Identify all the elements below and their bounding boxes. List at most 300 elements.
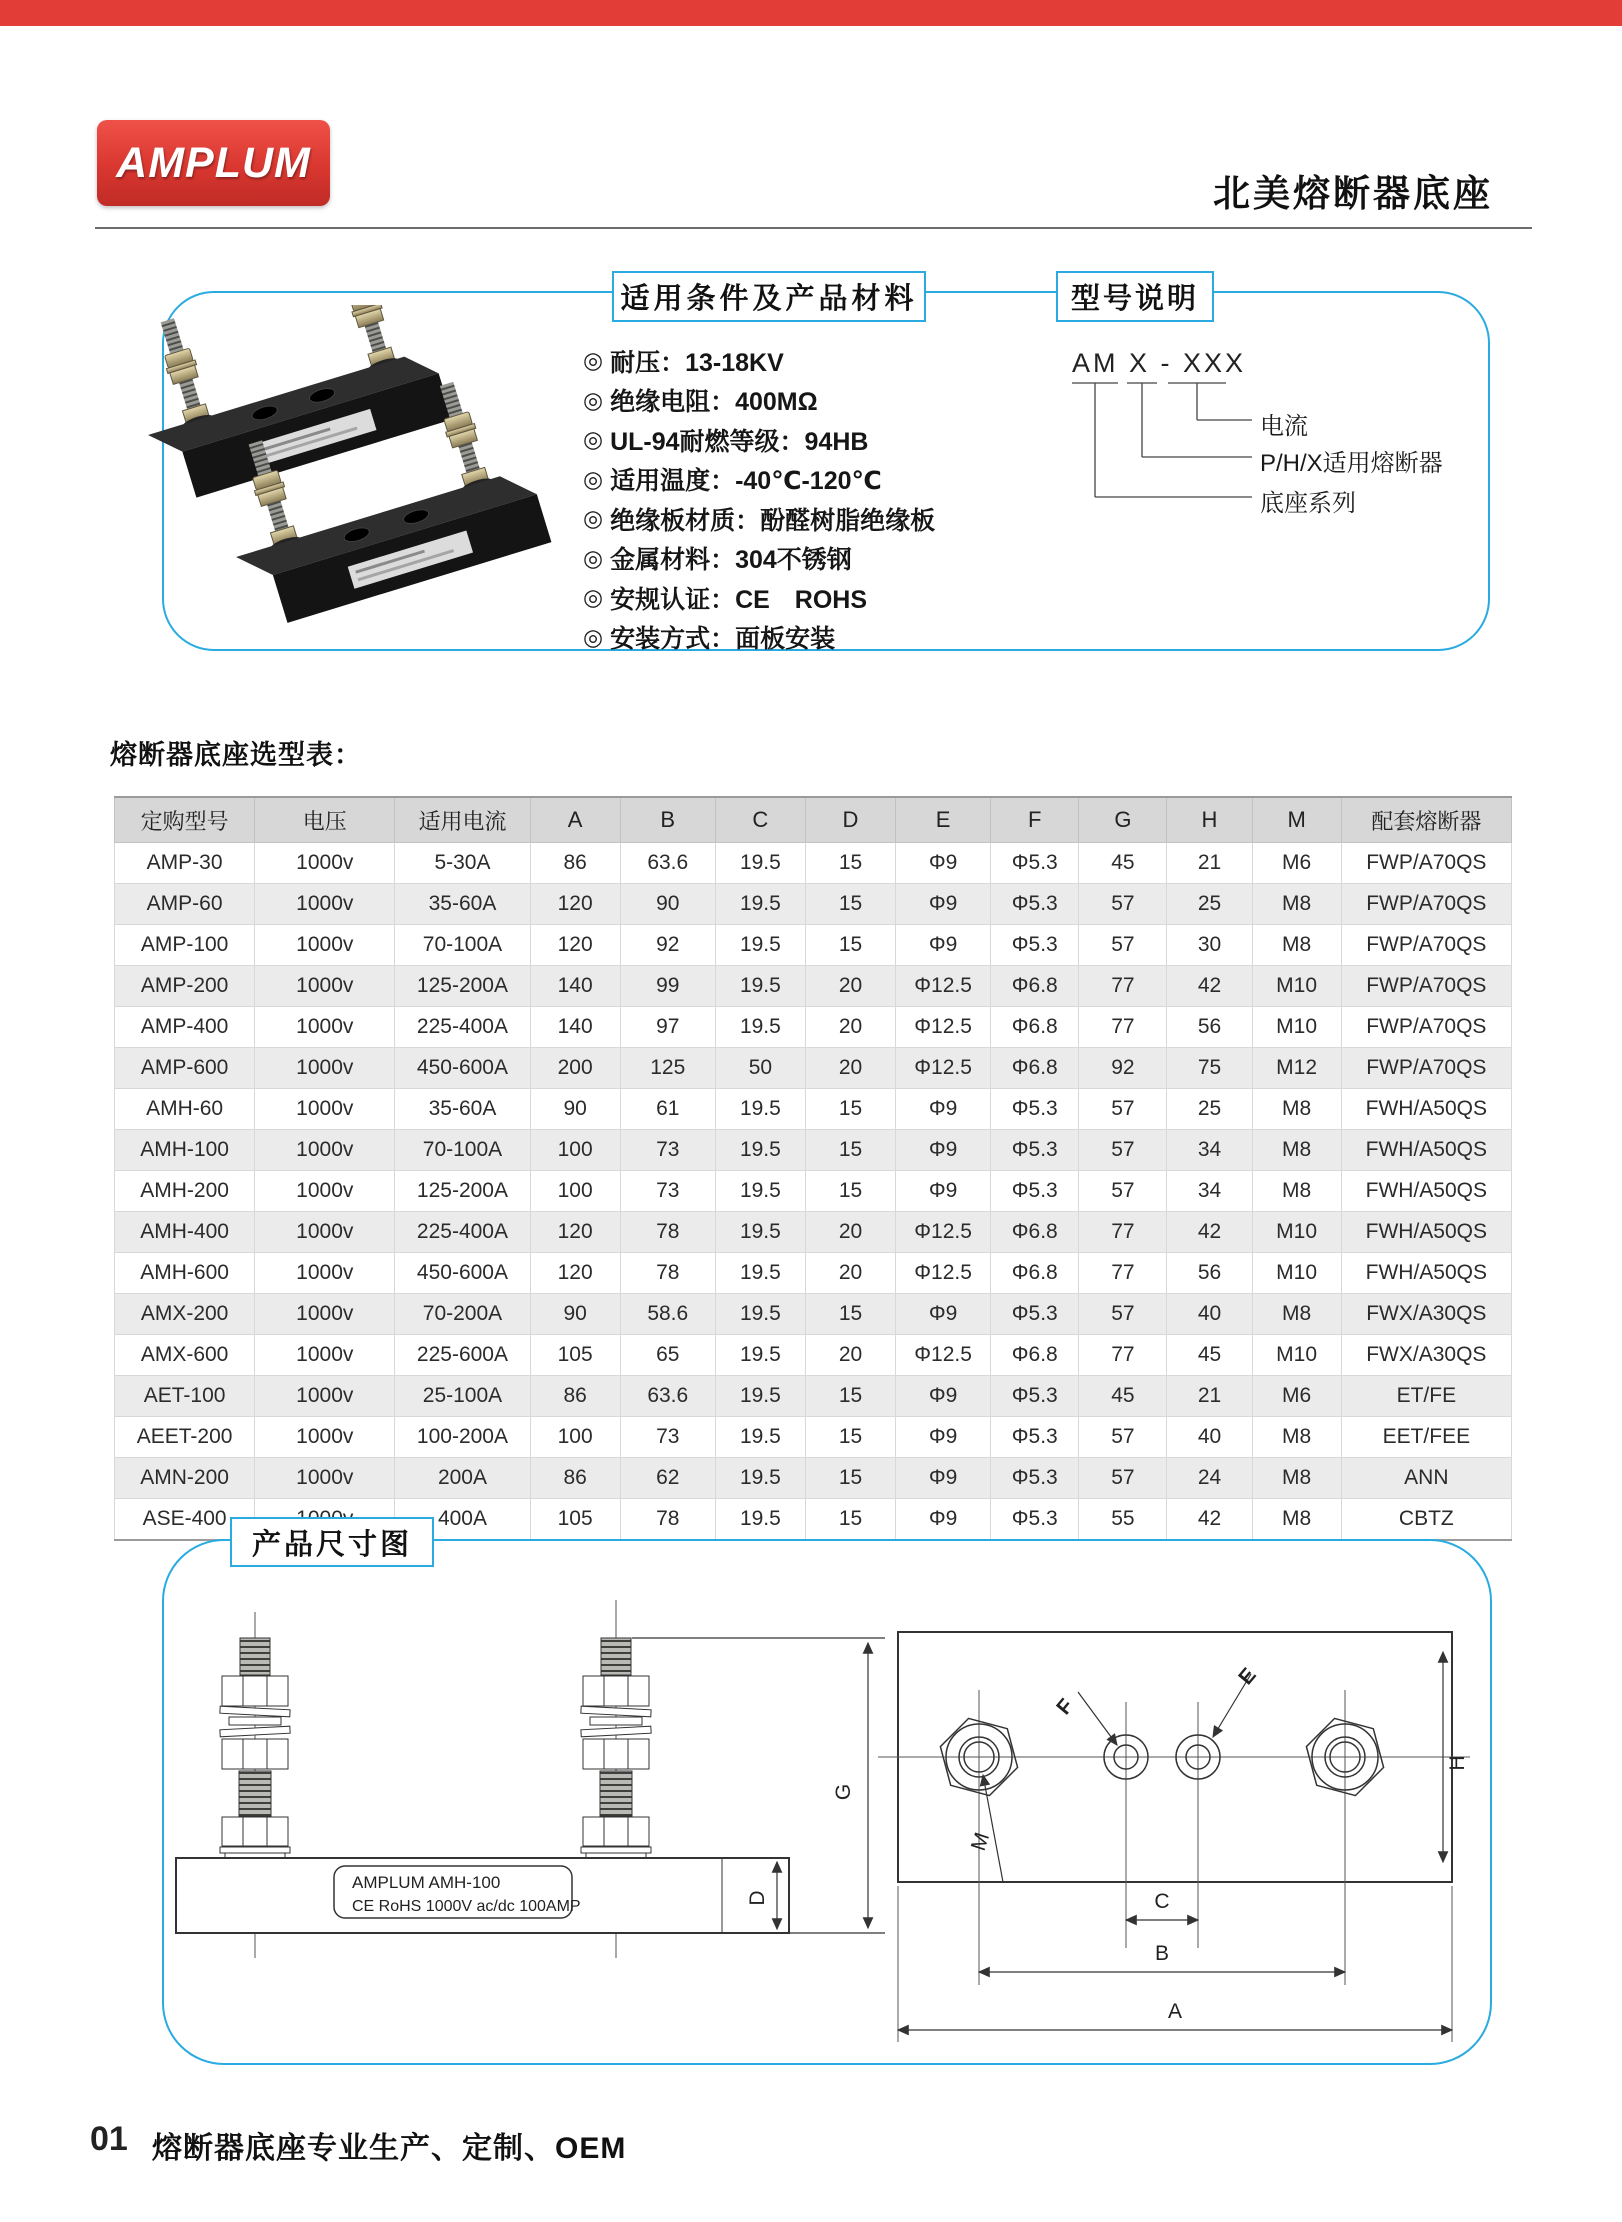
table-cell: AMH-60 [115,1089,255,1130]
table-cell: 57 [1079,884,1167,925]
table-cell: Φ5.3 [991,1089,1079,1130]
table-cell: 225-400A [395,1007,530,1048]
table-cell: 15 [805,925,895,966]
footer-text: 熔断器底座专业生产、定制、OEM [152,2132,627,2165]
table-cell: Φ5.3 [991,1130,1079,1171]
table-header-cell: M [1252,797,1341,843]
table-cell: 65 [620,1335,715,1376]
table-cell: FWP/A70QS [1341,925,1511,966]
table-cell: 19.5 [715,1171,805,1212]
table-cell: ANN [1341,1458,1511,1499]
table-cell: 1000v [255,1089,395,1130]
dim-label-h: H [1446,1755,1469,1771]
table-row [115,1458,1512,1499]
table-cell: Φ12.5 [896,1212,991,1253]
table-cell: 19.5 [715,884,805,925]
table-cell: 77 [1079,1212,1167,1253]
table-header-cell: 定购型号 [115,797,255,843]
table-cell: FWH/A50QS [1341,1089,1511,1130]
table-cell: Φ9 [896,925,991,966]
table-cell: 15 [805,1458,895,1499]
spec-text: 绝缘板材质：酚醛树脂绝缘板 [610,506,936,535]
table-cell: Φ6.8 [991,1048,1079,1089]
table-row [115,1171,1512,1212]
table-header-cell: D [805,797,895,843]
table-cell: FWH/A50QS [1341,1130,1511,1171]
table-cell: Φ9 [896,1089,991,1130]
table-cell: 56 [1167,1253,1252,1294]
table-cell: Φ5.3 [991,1499,1079,1541]
table-cell: 34 [1167,1171,1252,1212]
table-cell: M8 [1252,1458,1341,1499]
table-cell: EET/FEE [1341,1417,1511,1458]
table-cell: 15 [805,1130,895,1171]
table-cell: 42 [1167,966,1252,1007]
table-cell: 19.5 [715,925,805,966]
selection-table-caption: 熔断器底座选型表： [110,740,362,770]
dim-label-m: M [966,1829,995,1854]
stud-right [581,1638,651,1858]
product-photos-illustration [118,305,588,655]
table-cell: FWH/A50QS [1341,1171,1511,1212]
table-cell: 15 [805,1089,895,1130]
table-header-cell: F [991,797,1079,843]
table-cell: 45 [1079,843,1167,884]
table-cell: 57 [1079,1171,1167,1212]
model-title: 型号说明 [1070,283,1199,315]
table-cell: AMH-600 [115,1253,255,1294]
table-cell: Φ5.3 [991,1417,1079,1458]
table-cell: 400A [395,1499,530,1541]
table-cell: 1000v [255,925,395,966]
table-cell: M8 [1252,1294,1341,1335]
table-cell: 100 [530,1130,620,1171]
table-cell: 21 [1167,843,1252,884]
table-cell: 20 [805,1007,895,1048]
table-cell: 57 [1079,1130,1167,1171]
table-row [115,1048,1512,1089]
table-cell: 70-100A [395,1130,530,1171]
table-header-cell: 电压 [255,797,395,843]
table-cell: 1000v [255,1130,395,1171]
table-cell: 200A [395,1458,530,1499]
product-label-line1: AMPLUM AMH-100 [352,1873,501,1892]
dim-label-f: F [1052,1694,1079,1720]
table-cell: 105 [530,1335,620,1376]
table-cell: 97 [620,1007,715,1048]
table-cell: 225-600A [395,1335,530,1376]
table-cell: 70-200A [395,1294,530,1335]
table-cell: AMH-200 [115,1171,255,1212]
table-cell: 15 [805,884,895,925]
table-cell: M10 [1252,1335,1341,1376]
table-cell: 73 [620,1130,715,1171]
table-cell: 90 [530,1294,620,1335]
table-cell: 1000v [255,1007,395,1048]
table-cell: 35-60A [395,884,530,925]
table-cell: 20 [805,1253,895,1294]
table-cell: 73 [620,1417,715,1458]
side-view-drawing [160,1595,900,2045]
table-cell: 1000v [255,1253,395,1294]
table-cell: AMX-600 [115,1335,255,1376]
table-header-cell: C [715,797,805,843]
table-cell: M8 [1252,1171,1341,1212]
table-cell: Φ5.3 [991,884,1079,925]
table-row [115,925,1512,966]
table-cell: 40 [1167,1417,1252,1458]
table-cell: 125-200A [395,1171,530,1212]
table-cell: 120 [530,1253,620,1294]
table-cell: 19.5 [715,1458,805,1499]
table-cell: 19.5 [715,966,805,1007]
table-cell: 1000v [255,884,395,925]
table-cell: 19.5 [715,1130,805,1171]
table-cell: 99 [620,966,715,1007]
table-cell: 35-60A [395,1089,530,1130]
dimension-title: 产品尺寸图 [251,1528,412,1561]
table-cell: 125 [620,1048,715,1089]
dim-label-g: G [832,1783,855,1801]
model-code: AM X - XXX [1072,348,1247,378]
model-label-current: 电流 [1260,413,1308,440]
table-cell: 125-200A [395,966,530,1007]
table-cell: 120 [530,925,620,966]
table-cell: 78 [620,1499,715,1541]
table-cell: Φ9 [896,884,991,925]
table-cell: Φ5.3 [991,1171,1079,1212]
table-row [115,1294,1512,1335]
table-cell: 57 [1079,1458,1167,1499]
spec-text: 安装方式：面板安装 [610,625,836,654]
spec-item [583,460,1103,500]
table-cell: M8 [1252,1499,1341,1541]
table-cell: 73 [620,1171,715,1212]
table-cell: Φ6.8 [991,1335,1079,1376]
table-cell: 1000v [255,843,395,884]
table-cell: M6 [1252,1376,1341,1417]
table-cell: M8 [1252,884,1341,925]
table-cell: 92 [1079,1048,1167,1089]
table-cell: 1000v [255,1212,395,1253]
table-cell: Φ5.3 [991,1458,1079,1499]
table-cell: 20 [805,966,895,1007]
table-row [115,1376,1512,1417]
table-cell: ET/FE [1341,1376,1511,1417]
table-cell: 100 [530,1417,620,1458]
table-cell: FWH/A50QS [1341,1253,1511,1294]
table-cell: M10 [1252,1253,1341,1294]
table-cell: M8 [1252,1089,1341,1130]
table-cell: 120 [530,1212,620,1253]
table-cell: 77 [1079,1253,1167,1294]
table-cell: FWX/A30QS [1341,1335,1511,1376]
table-cell: AMN-200 [115,1458,255,1499]
table-row [115,966,1512,1007]
table-cell: 42 [1167,1499,1252,1541]
bullet-icon: ◎ [583,426,604,453]
table-cell: Φ5.3 [991,843,1079,884]
table-cell: FWP/A70QS [1341,1007,1511,1048]
table-cell: 57 [1079,1417,1167,1458]
table-cell: M6 [1252,843,1341,884]
brand-logo-text: AMPLUM [116,138,311,187]
table-cell: 77 [1079,1007,1167,1048]
top-view-drawing [878,1600,1490,2060]
table-cell: 1000v [255,1171,395,1212]
table-cell: 450-600A [395,1253,530,1294]
table-cell: 86 [530,1458,620,1499]
table-cell: AET-100 [115,1376,255,1417]
table-cell: 25-100A [395,1376,530,1417]
spec-item [583,618,1103,658]
spec-item [583,381,1103,421]
table-cell: 77 [1079,1335,1167,1376]
spec-item [583,539,1103,579]
table-row [115,1417,1512,1458]
spec-item [583,499,1103,539]
table-cell: 15 [805,1294,895,1335]
table-cell: 57 [1079,1294,1167,1335]
table-cell: M8 [1252,925,1341,966]
spec-item [583,578,1103,618]
table-cell: 90 [620,884,715,925]
table-cell: 19.5 [715,1089,805,1130]
bullet-icon: ◎ [583,623,604,650]
header-divider [95,227,1532,229]
table-cell: AMX-200 [115,1294,255,1335]
table-cell: 200 [530,1048,620,1089]
table-cell: AMP-60 [115,884,255,925]
spec-text: 金属材料：304不锈钢 [610,546,852,575]
table-cell: 57 [1079,1089,1167,1130]
dim-label-c: C [1154,1890,1170,1913]
model-title-box [1056,271,1214,322]
table-cell: 45 [1079,1376,1167,1417]
table-row [115,884,1512,925]
model-label-fuse-type: P/H/X适用熔断器 [1260,450,1443,477]
table-cell: 63.6 [620,843,715,884]
table-cell: 15 [805,1499,895,1541]
table-row [115,843,1512,884]
table-cell: AMH-400 [115,1212,255,1253]
table-cell: 86 [530,1376,620,1417]
table-cell: FWP/A70QS [1341,843,1511,884]
spec-item [583,341,1103,381]
table-cell: Φ6.8 [991,1253,1079,1294]
table-cell: 19.5 [715,843,805,884]
table-header-cell: 适用电流 [395,797,530,843]
spec-text: 绝缘电阻：400MΩ [610,388,818,417]
table-cell: 225-400A [395,1212,530,1253]
table-cell: 77 [1079,966,1167,1007]
top-red-bar [0,0,1622,26]
table-cell: FWP/A70QS [1341,966,1511,1007]
table-cell: 90 [530,1089,620,1130]
table-cell: AMP-100 [115,925,255,966]
table-cell: FWP/A70QS [1341,884,1511,925]
spec-text: UL-94耐燃等级：94HB [610,427,869,456]
table-cell: 19.5 [715,1376,805,1417]
table-cell: ASE-400 [115,1499,255,1541]
table-cell: M8 [1252,1130,1341,1171]
table-cell: 61 [620,1089,715,1130]
table-cell: Φ12.5 [896,1007,991,1048]
table-row [115,1130,1512,1171]
table-cell: 15 [805,1171,895,1212]
table-cell: AMP-400 [115,1007,255,1048]
table-cell: Φ12.5 [896,966,991,1007]
table-cell: AEET-200 [115,1417,255,1458]
table-cell: 63.6 [620,1376,715,1417]
table-header-row [115,797,1512,843]
table-cell: Φ5.3 [991,1376,1079,1417]
table-cell: 75 [1167,1048,1252,1089]
table-cell: AMP-600 [115,1048,255,1089]
table-cell: Φ9 [896,1417,991,1458]
table-cell: 1000v [255,966,395,1007]
brand-logo [97,120,330,206]
bullet-icon: ◎ [583,544,604,571]
table-header-cell: 配套熔断器 [1341,797,1511,843]
table-cell: 55 [1079,1499,1167,1541]
table-cell: 140 [530,1007,620,1048]
table-cell: 30 [1167,925,1252,966]
bullet-icon: ◎ [583,347,604,374]
table-row [115,1007,1512,1048]
table-header-cell: A [530,797,620,843]
table-cell: M10 [1252,1007,1341,1048]
table-cell: 1000v [255,1417,395,1458]
bullet-icon: ◎ [583,505,604,532]
table-header-cell: E [896,797,991,843]
spec-item [583,420,1103,460]
table-cell: M10 [1252,966,1341,1007]
table-cell: 42 [1167,1212,1252,1253]
table-cell: 19.5 [715,1417,805,1458]
dim-label-d: D [746,1890,769,1906]
table-cell: 140 [530,966,620,1007]
table-cell: 25 [1167,884,1252,925]
table-cell: 70-100A [395,925,530,966]
table-cell: 57 [1079,925,1167,966]
table-cell: FWP/A70QS [1341,1048,1511,1089]
table-cell: 1000v [255,1294,395,1335]
table-cell: 78 [620,1212,715,1253]
table-cell: 15 [805,1417,895,1458]
table-cell: AMP-30 [115,843,255,884]
fuse-base-photo-1 [118,305,453,506]
table-cell: 1000v [255,1458,395,1499]
table-cell: Φ9 [896,1376,991,1417]
table-cell: M8 [1252,1417,1341,1458]
conditions-title-box [612,271,926,322]
table-header-cell: H [1167,797,1252,843]
spec-list [583,341,1103,657]
table-cell: 20 [805,1048,895,1089]
table-cell: 45 [1167,1335,1252,1376]
spec-text: 耐压：13-18KV [610,348,784,377]
product-label-line2: CE RoHS 1000V ac/dc 100AMP [352,1898,581,1915]
table-row [115,1335,1512,1376]
table-cell: 21 [1167,1376,1252,1417]
table-cell: Φ9 [896,1458,991,1499]
table-cell: 20 [805,1335,895,1376]
table-cell: 450-600A [395,1048,530,1089]
table-cell: 19.5 [715,1007,805,1048]
dim-label-e: E [1234,1663,1261,1690]
table-cell: Φ9 [896,1294,991,1335]
dim-label-b: B [1154,1942,1170,1965]
table-cell: AMH-100 [115,1130,255,1171]
table-cell: 20 [805,1212,895,1253]
table-header-cell: B [620,797,715,843]
table-cell: 56 [1167,1007,1252,1048]
table-cell: Φ6.8 [991,966,1079,1007]
table-cell: 105 [530,1499,620,1541]
dim-label-a: A [1167,2000,1183,2023]
table-cell: 120 [530,884,620,925]
table-cell: 15 [805,843,895,884]
table-cell: Φ6.8 [991,1212,1079,1253]
table-cell: Φ12.5 [896,1253,991,1294]
selection-table [114,796,1512,1541]
table-cell: 100 [530,1171,620,1212]
table-cell: Φ9 [896,843,991,884]
table-row [115,1212,1512,1253]
table-cell: Φ12.5 [896,1335,991,1376]
footer-page-number: 01 [90,2120,128,2158]
table-cell: M10 [1252,1212,1341,1253]
table-cell: 78 [620,1253,715,1294]
bullet-icon: ◎ [583,465,604,492]
table-cell: Φ5.3 [991,925,1079,966]
table-cell: CBTZ [1341,1499,1511,1541]
table-row [115,1253,1512,1294]
table-cell: FWH/A50QS [1341,1212,1511,1253]
table-cell: 15 [805,1376,895,1417]
table-cell: 40 [1167,1294,1252,1335]
bullet-icon: ◎ [583,584,604,611]
table-cell: Φ5.3 [991,1294,1079,1335]
table-cell: FWX/A30QS [1341,1294,1511,1335]
dimension-title-box [230,1517,434,1567]
table-cell: 19.5 [715,1335,805,1376]
table-cell: 25 [1167,1089,1252,1130]
table-cell: 19.5 [715,1253,805,1294]
table-cell: 1000v [255,1048,395,1089]
model-label-series: 底座系列 [1260,490,1356,517]
table-cell: Φ6.8 [991,1007,1079,1048]
table-cell: 19.5 [715,1294,805,1335]
table-cell: 92 [620,925,715,966]
table-header-cell: G [1079,797,1167,843]
table-cell: Φ9 [896,1130,991,1171]
table-cell: 50 [715,1048,805,1089]
stud-left [220,1638,290,1858]
spec-text: 安规认证：CE ROHS [610,585,868,614]
table-cell: 1000v [255,1335,395,1376]
table-cell: 100-200A [395,1417,530,1458]
table-cell: 19.5 [715,1212,805,1253]
page-title: 北美熔断器底座 [1213,173,1493,214]
spec-text: 适用温度：-40℃-120℃ [610,467,882,496]
table-cell: Φ9 [896,1499,991,1541]
table-cell: 24 [1167,1458,1252,1499]
bullet-icon: ◎ [583,386,604,413]
table-cell: Φ12.5 [896,1048,991,1089]
table-cell: 34 [1167,1130,1252,1171]
